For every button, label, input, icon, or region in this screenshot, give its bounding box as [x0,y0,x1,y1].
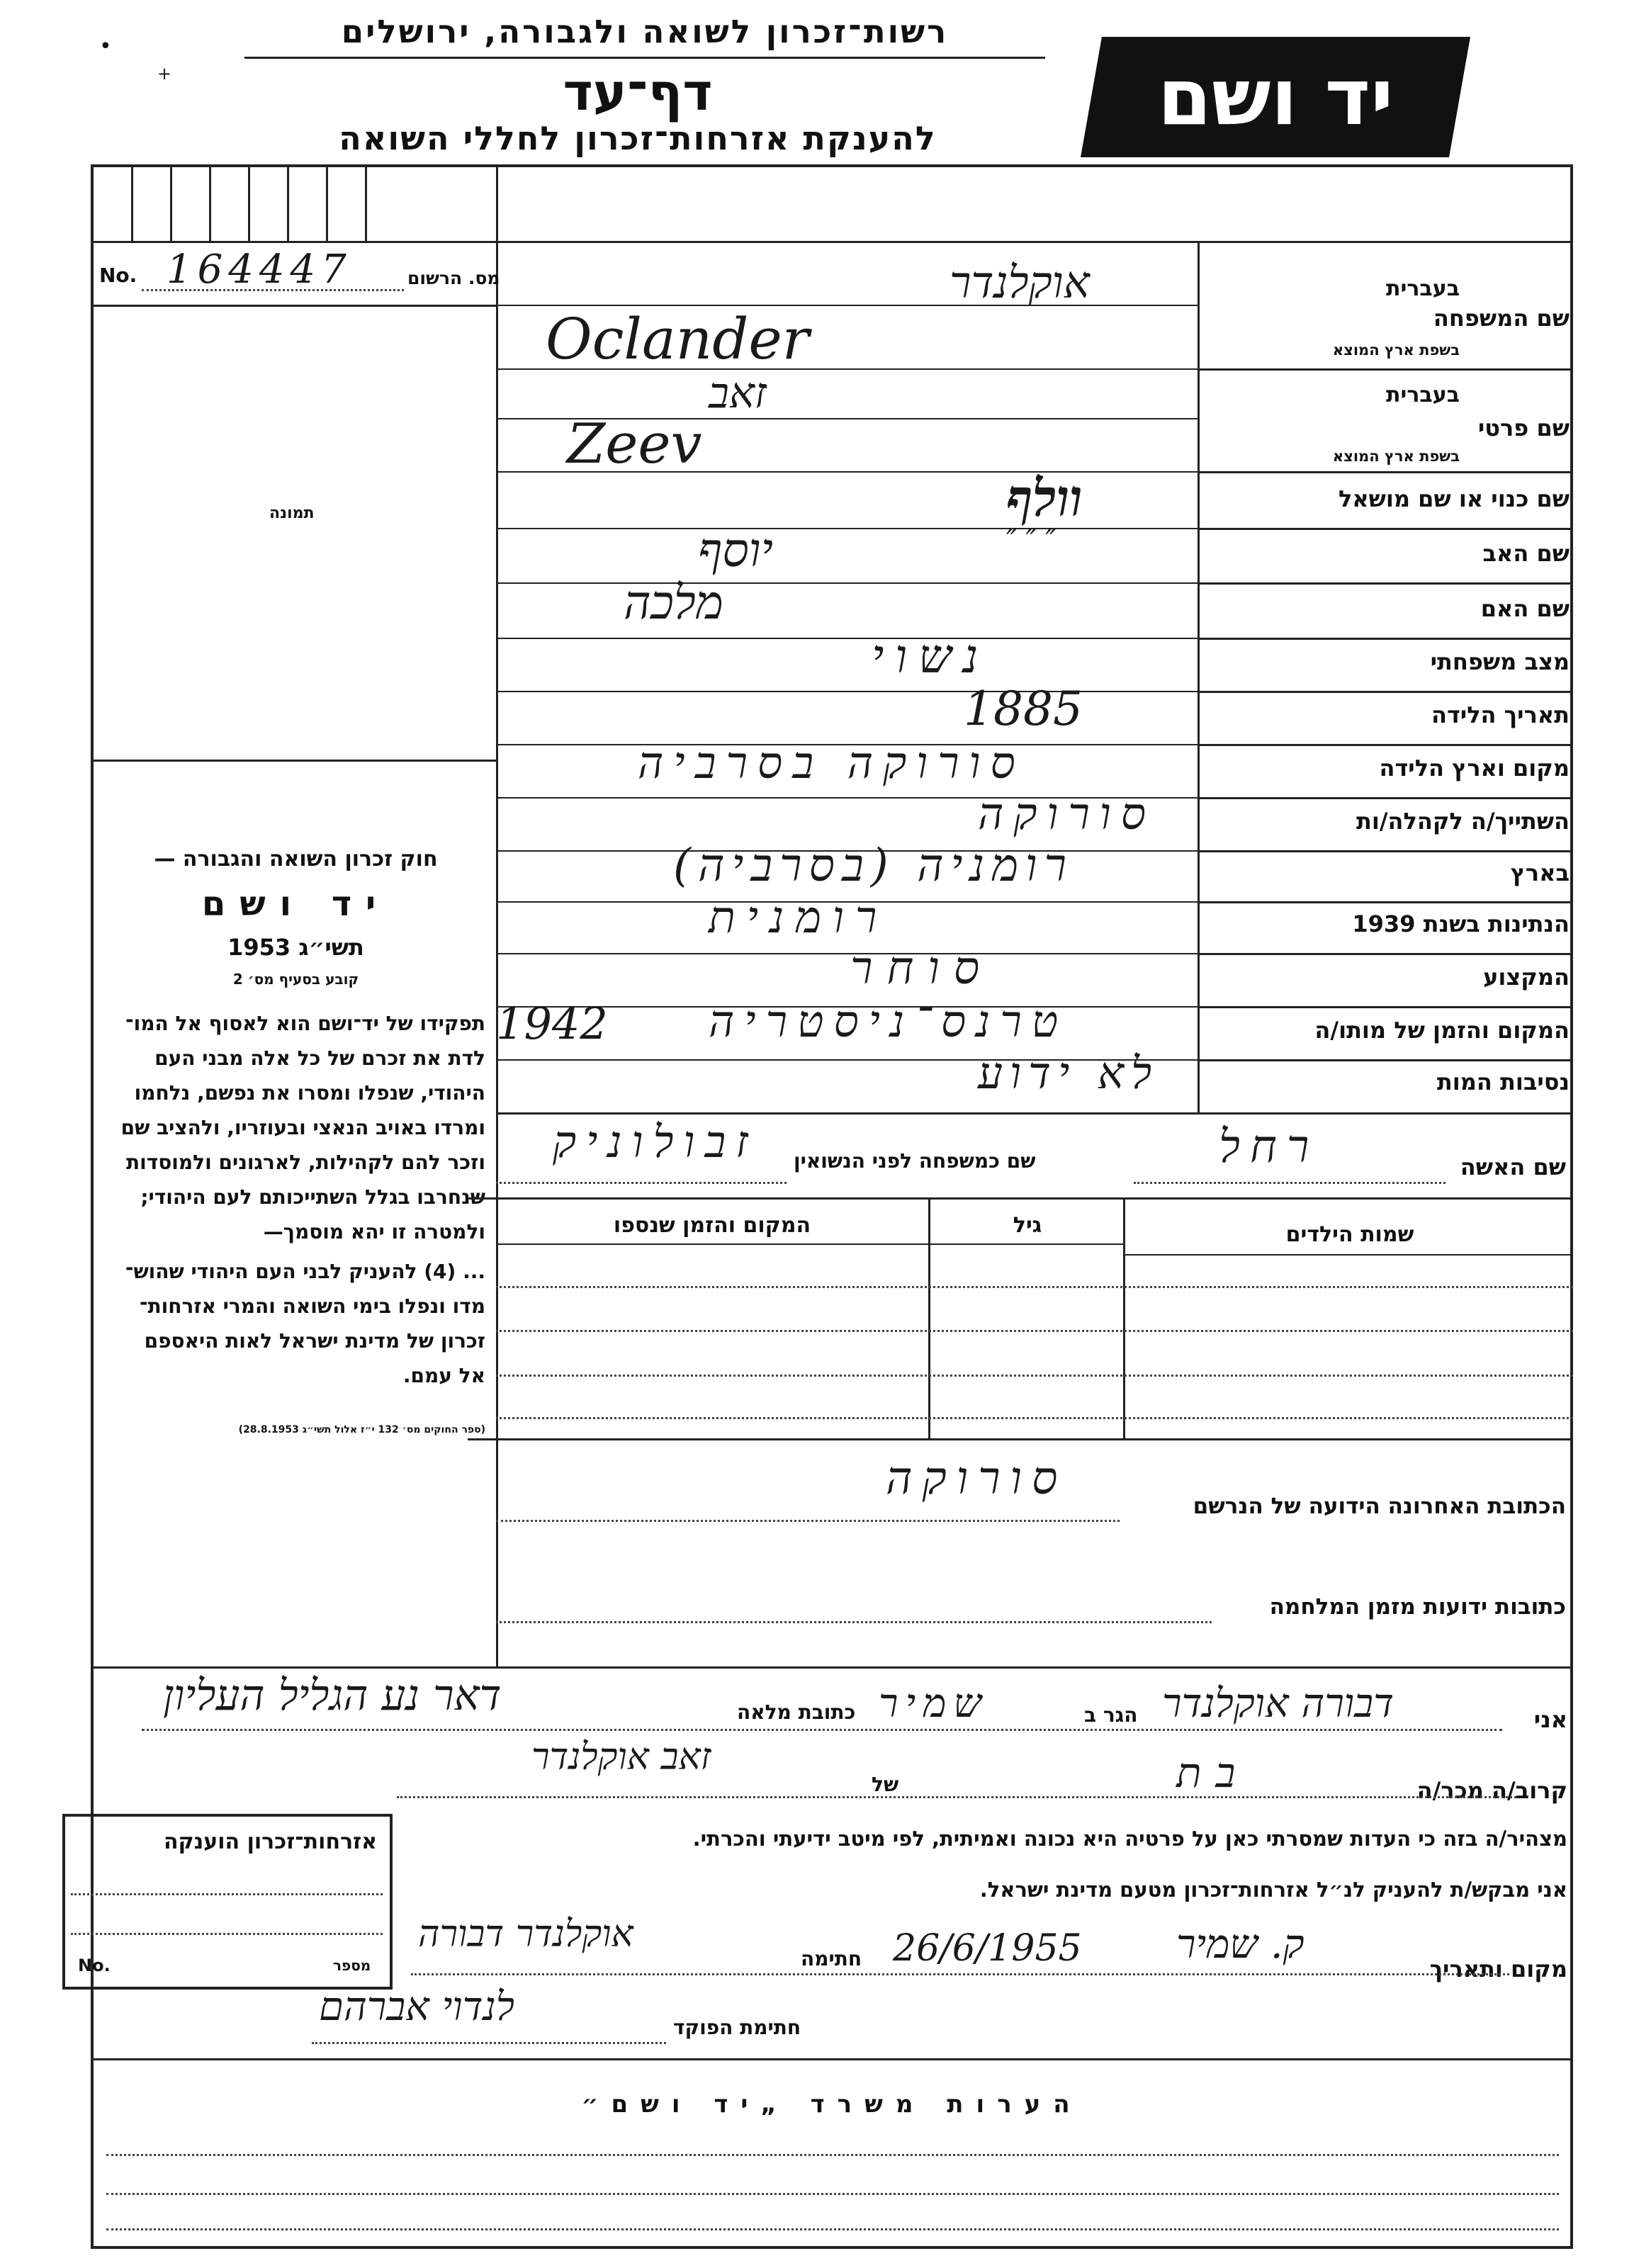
officer-signature: לנדוי אברהם [319,1984,514,2030]
photo-label: תמונה [269,504,315,522]
father-label: שם האב [1482,540,1570,567]
declarant-signature: אוקלנדר דבורה [418,1913,633,1956]
declarant-address: דאר נע הגליל העליון [163,1671,502,1720]
maiden-name-label: שם כמשפחה לפני הנשואין [794,1149,1036,1173]
resides-label: הגר ב [1084,1703,1138,1727]
yad-vashem-logo: יד ושם [1081,37,1470,157]
declarant-city: שמיר [879,1681,989,1727]
nickname-label: שם כנוי או שם מושאל [1338,485,1570,512]
full-address-label: כתובת מלאה [737,1700,856,1724]
father-value: יוסף [698,523,773,577]
reg-label-en: No. [99,264,137,287]
surname-origin-value: Oclander [546,306,809,372]
relation-label: קרוב/ה מכר/ה [1416,1777,1567,1804]
surname-label: שם המשפחה [1433,305,1570,332]
death-place-value: טרנס־ניסטריה [709,995,1069,1047]
death-circumstances-value: לא ידוע [978,1047,1159,1099]
stray-mark: • [99,34,112,59]
citizenship-number-label-en: No. [78,1956,111,1975]
country-value: רומניה (בסרביה) [673,840,1074,892]
mother-value: מלכה [624,575,723,630]
officer-signature-label: חתימת הפוקד [673,2016,801,2039]
mother-label: שם האם [1480,595,1570,622]
relation-value: בת [1176,1749,1250,1797]
place-date-label: מקום ותאריך [1429,1956,1567,1982]
declarant-name: דבורה אוקלנדר [1162,1681,1394,1727]
occupation-value: סוחר [850,942,994,995]
given-origin-label: בשפת ארץ המוצא [1332,448,1460,465]
declarant-i-label: אני [1533,1706,1567,1733]
given-origin-value: Zeev [567,412,702,476]
birth-date-label: תאריך הלידה [1431,701,1570,728]
surname-origin-label: בשפת ארץ המוצא [1332,342,1460,359]
last-address-label: הכתובת האחרונה הידועה של הנרשם [1193,1494,1566,1519]
children-header-names: שמות הילדים [1285,1222,1414,1247]
citizenship-label: הנתינות בשנת 1939 [1352,910,1570,937]
citizenship-number-label-he: מספר [333,1957,371,1974]
occupation-label: המקצוע [1483,964,1570,991]
form-subtitle: להענקת אזרחות־זכרון לחללי השואה [339,119,937,157]
marital-label: מצב משפחתי [1430,648,1570,675]
authority-name: רשות־זכרון לשואה ולגבורה, ירושלים [341,13,949,50]
place-value: ק. שמיר [1176,1922,1305,1968]
reg-label-he: מס. הרשום [407,268,500,288]
children-header-place: המקום והזמן שנספו [613,1213,811,1238]
last-address-value: סורוקה [886,1452,1068,1505]
signature-label: חתימה [801,1947,862,1970]
given-hebrew-value: זאב [709,368,767,418]
stray-mark: + [157,64,172,84]
death-circumstances-label: נסיבות המות [1436,1068,1570,1095]
death-place-time-label: המקום והזמן של מותו/ה [1314,1017,1570,1044]
declaration-text: מצהיר/ה בזה כי העדות שמסרתי כאן על פרטיה היא נכונה ואמיתית, לפי מיטב ידיעתי והכרתי. [692,1827,1567,1851]
country-label: בארץ [1510,859,1570,886]
form-title: דף־עד [563,62,713,122]
surname-hebrew-label: בעברית [1386,276,1460,301]
citizenship-granted-title: אזרחות־זכרון הוענקה [163,1829,377,1854]
law-year: תשי״ג 1953 [227,934,364,961]
given-name-label: שם פרטי [1477,414,1570,441]
law-para-1: תפקידו של יד־ושם הוא לאסוף אל המו־ לדת את זכרם של כל אלה מבני העם היהודי, שנפלו ומסרו את נפשם, נלחמו ומרדו באויב הנאצי ובעוזריו, ולהציב שם וזכר להם לקהילות, לארגונים ולמוסדות שנחרבו בגלל השתייכותם לעם היהודי; ולמטרה זו יהא מוסמך— [120,1012,485,1243]
community-label: השתייך/ה לקהלה/ות [1356,808,1570,835]
law-citation: (ספר החוקים מס׳ 132 י״ז אלול תשי״ג 28.8.1953) [238,1424,485,1435]
date-value: 26/6/1955 [893,1927,1082,1970]
request-text: אני מבקש/ת להעניק לנ״ל אזרחות־זכרון מטעם מדינת ישראל. [979,1878,1567,1902]
death-year-value: 1942 [496,998,608,1049]
law-name: יד ושם [201,884,390,924]
law-para-2: ... (4) להעניק לבני העם היהודי שהוש־ מדו ונפלו בימי השואה והמרי אזרחות־ זכרון של מדינת ישראל לאות היאספם אל עמם. [125,1260,485,1387]
surname-hebrew-value: אוקלנדר [950,256,1090,308]
nickname-value: וולף [1006,468,1083,528]
birth-date-value: 1885 [964,682,1083,736]
given-hebrew-label: בעברית [1386,383,1460,407]
community-value: סורוקה [978,788,1156,840]
birth-place-label: מקום וארץ הלידה [1379,755,1570,782]
law-title: חוק זכרון השואה והגבורה — [154,847,438,871]
law-clause: קובע בסעיף מס׳ 2 [232,971,359,988]
remarks-label: הערות משרד „יד ושם״ [581,2090,1083,2119]
father-ditto: ″ ″ ″ [1006,524,1056,557]
reg-number: 164447 [167,247,352,293]
maiden-name-value: זבולוניק [553,1116,758,1168]
wife-value: רחל [1219,1121,1319,1173]
wartime-addresses-label: כתובות ידועות מזמן המלחמה [1269,1594,1566,1620]
wife-label: שם האשה [1460,1153,1566,1180]
of-name: זאב אוקלנדר [531,1736,711,1778]
marital-value: נשוי [872,629,990,684]
children-header-age: גיל [1013,1213,1042,1238]
of-label: של [872,1773,899,1796]
birth-place-value: סורוקה בסרביה [638,737,1025,789]
citizenship-value: רומנית [709,891,889,943]
